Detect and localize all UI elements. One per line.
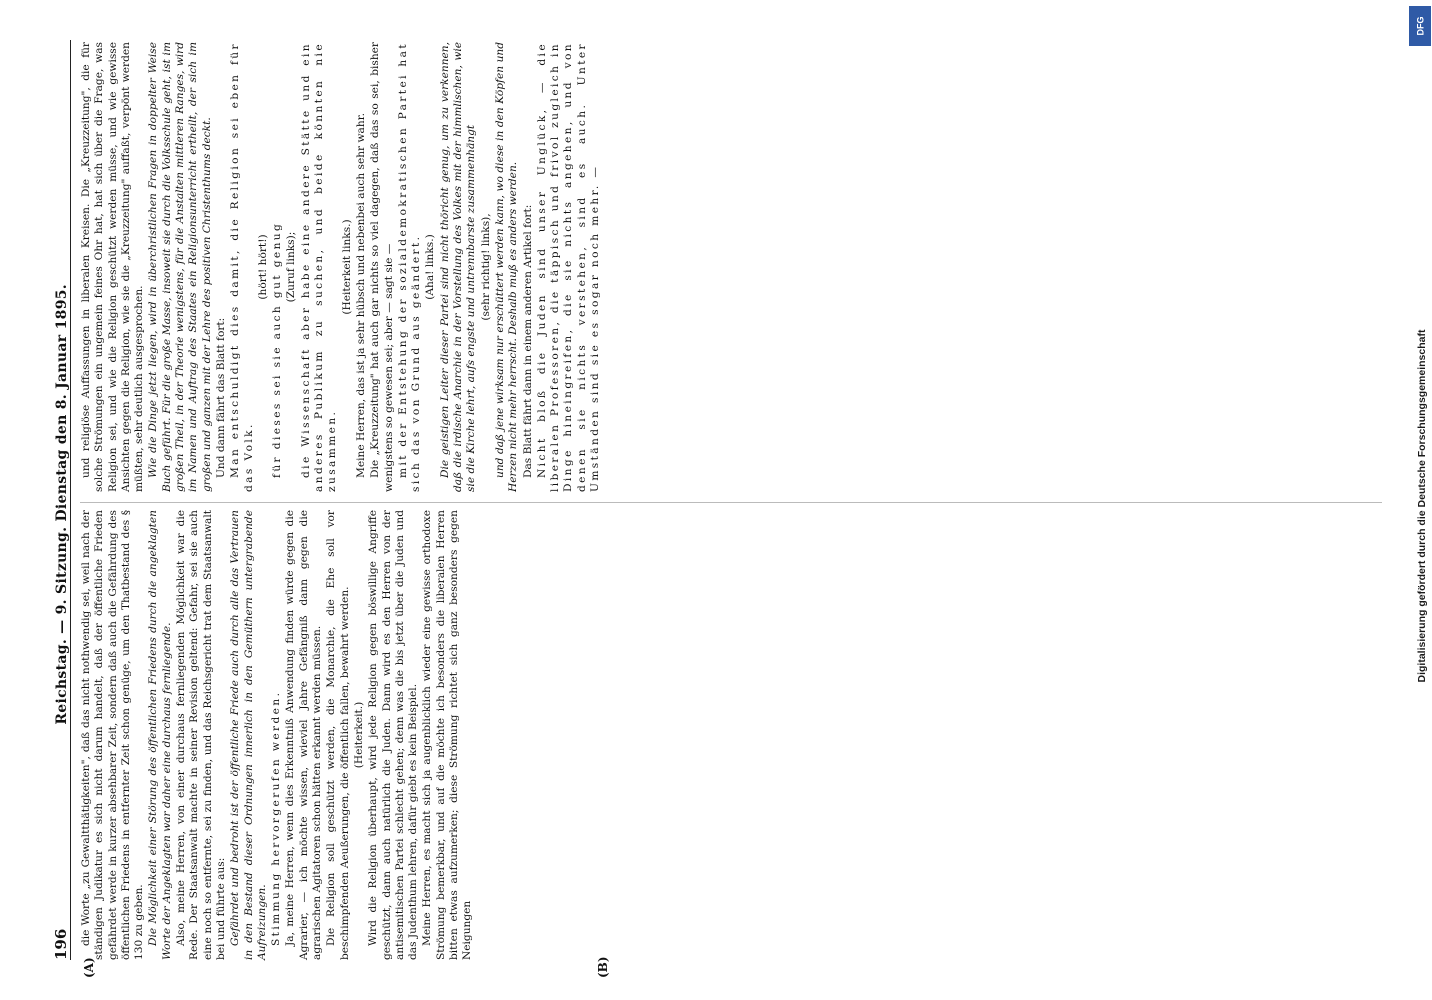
digitization-sidebar: [1406, 0, 1432, 1000]
paragraph: und religiöse Auffassungen in liberalen Kreisen. Die „Kreuzzeitung", die für solche Strömungen ein ungemein feines Ohr hat, hat sich über die Frage, was Religion sei, und wie die Religion geschützt werden müsse, und wie gewisse Ansichten gegen die Religion, wie sie die „Kreuzzeitung" auffaßt, verpönt werden müßten, sehr deutlich ausgesprochen.: [80, 42, 146, 492]
rotated-page-content: [36, 20, 1396, 980]
paragraph: Die „Kreuzzeitung" hat auch gar nichts so viel dagegen, daß das so sei, bisher wenigstens so gewesen sei; aber — sagt sie —: [369, 42, 395, 492]
column-divider: [80, 502, 1382, 503]
paragraph: Meine Herren, es macht sich ja augenblicklich wieder eine gewisse orthodoxe Strömung bemerkbar, und auf die möchte ich besonders die liberalen Herren bitten etwas aufzumerken; diese Strömung richtet sich ganz besonders gegen Neigungen: [421, 510, 474, 960]
quote-paragraph: mit der Entstehung der sozialdemokratischen Partei hat sich das von Grund aus geändert.: [396, 42, 423, 492]
paragraph: Die Religion soll geschützt werden, die Monarchie, die Ehe soll vor beschimpfenden Aeußerungen, die öffentlich fallen, bewahrt werden.: [325, 510, 351, 960]
paragraph: Also, meine Herren, von einer durchaus fernliegenden Möglichkeit war die Rede. Der Staatsanwalt machte in seiner Revision geltend: Gefahr, sei sie auch eine noch so entfernte, sei zu finden, und das Reichsgericht trat dem Staatsanwalt bei und führte aus:: [175, 510, 227, 960]
paragraph: Das Blatt fährt dann in einem anderen Artikel fort:: [521, 204, 534, 478]
quote-paragraph: für dieses sei sie auch gut genug: [271, 221, 284, 478]
quote-paragraph: Die Möglichkeit einer Störung des öffentlichen Friedens durch die angeklagten Worte der Angeklagten war daher eine durchaus fernliegende.: [147, 510, 173, 960]
paragraph: Stimmung hervorgerufen werden.: [270, 690, 283, 946]
quote-paragraph: Nicht bloß die Juden sind unser Unglück, — die liberalen Professoren, die täppisch und frivol zugleich in Dinge hineingreifen, die sie nichts angehen, und von denen sie nichts verstehen, sind es auch. Unter Umständen sind sie es sogar noch mehr. —: [535, 42, 601, 492]
stage-direction: (Heiterkeit links.): [340, 219, 353, 315]
paragraph: Meine Herren, das ist ja sehr hübsch und nebenbei auch sehr wahr.: [354, 113, 367, 478]
quote-paragraph: Die geistigen Leiter dieser Partei sind nicht thöricht genug, um zu verkennen, daß die irdische Anarchie in der Vorstellung des Volkes mit der himmlischen, wie sie die Kirche lehrt, aufs engste und untrennbarste zusammenhängt: [438, 42, 478, 492]
quote-paragraph: die Wissenschaft aber habe eine andere Stätte und ein anderes Publikum zu suchen, und beide könnten nie zusammen.: [299, 42, 339, 492]
margin-tag-a: (A): [82, 957, 96, 978]
paragraph: Und dann fährt das Blatt fort:: [214, 317, 227, 478]
stage-direction: (sehr richtig! links),: [479, 213, 492, 321]
stage-direction: (Zuruf links);: [285, 231, 298, 303]
right-column: [80, 42, 1382, 492]
margin-tag-b: (B): [596, 956, 610, 978]
dfg-logo: DFG: [1409, 6, 1431, 46]
digitization-note: Digitalisierung gefördert durch die Deutsche Forschungsgemeinschaft: [1416, 329, 1428, 683]
quote-paragraph: Man entschuldigt dies damit, die Religion sei eben für das Volk.: [229, 42, 255, 492]
page-header: [48, 40, 71, 960]
page-title: Reichstag. — 9. Sitzung. Dienstag den 8. Januar 1895.: [54, 284, 70, 725]
stage-direction: (hört! hört!): [256, 234, 269, 300]
page-number: 196: [52, 928, 70, 960]
quote-paragraph: und daß jene wirksam nur erschüttert werden kann, wo diese in den Köpfen und Herzen nicht mehr herrscht. Deshalb muß es anders werden.: [493, 42, 520, 492]
stage-direction: (Heiterkeit.): [352, 701, 365, 769]
paragraph: Wird die Religion überhaupt, wird jede Religion gegen böswillige Angriffe geschützt, dann auch natürlich die Juden. Dann wird es den Herren von der antisemitischen Partei schlecht gehen; denn was die bis jetzt über die Juden und das Judenthum lehren, dafür giebt es kein Beispiel.: [367, 510, 420, 960]
paragraph: Ja, meine Herren, wenn dies Erkenntniß Anwendung finden würde gegen die Agrarier, — ich möchte wissen, wieviel Jahre Gefängniß dann gegen die agrarischen Agitatoren schon hätten erkannt werden müssen.: [284, 510, 324, 960]
quote-paragraph: Gefährdet und bedroht ist der öffentliche Friede auch durch alle das Vertrauen in den Bestand dieser Ordnungen innerlich in den Gemüthern untergrabende Aufreizungen.: [229, 510, 268, 960]
left-column: [80, 510, 1382, 960]
quote-paragraph: Wie die Dinge jetzt liegen, wird in überchristlichen Fragen in doppelter Weise Buch geführt. Für die große Masse, insoweit sie durch die Volksschule geht, ist im großen Theil, in der Theorie wenigstens, für die Anstalten mittleren Ranges, wird im Namen und Auftrag des Staates ein Religionsunterricht ertheilt, der sich im großen und ganzen mit der Lehre des positiven Christenthums deckt.: [147, 42, 213, 492]
paragraph: die Worte „zu Gewaltthätigkeiten", daß das nicht nothwendig sei, weil nach der ständigen Judikatur es sich nicht darum handelt, daß der öffentliche Frieden gefährdet werde in kurzer absehbarer Zeit, sondern daß auch die Gefährdung des öffentlichen Friedens in entfernter Zeit schon genüge, um den Thatbestand des § 130 zu geben.: [80, 510, 146, 960]
stage-direction: (Aha! links.): [424, 234, 437, 300]
